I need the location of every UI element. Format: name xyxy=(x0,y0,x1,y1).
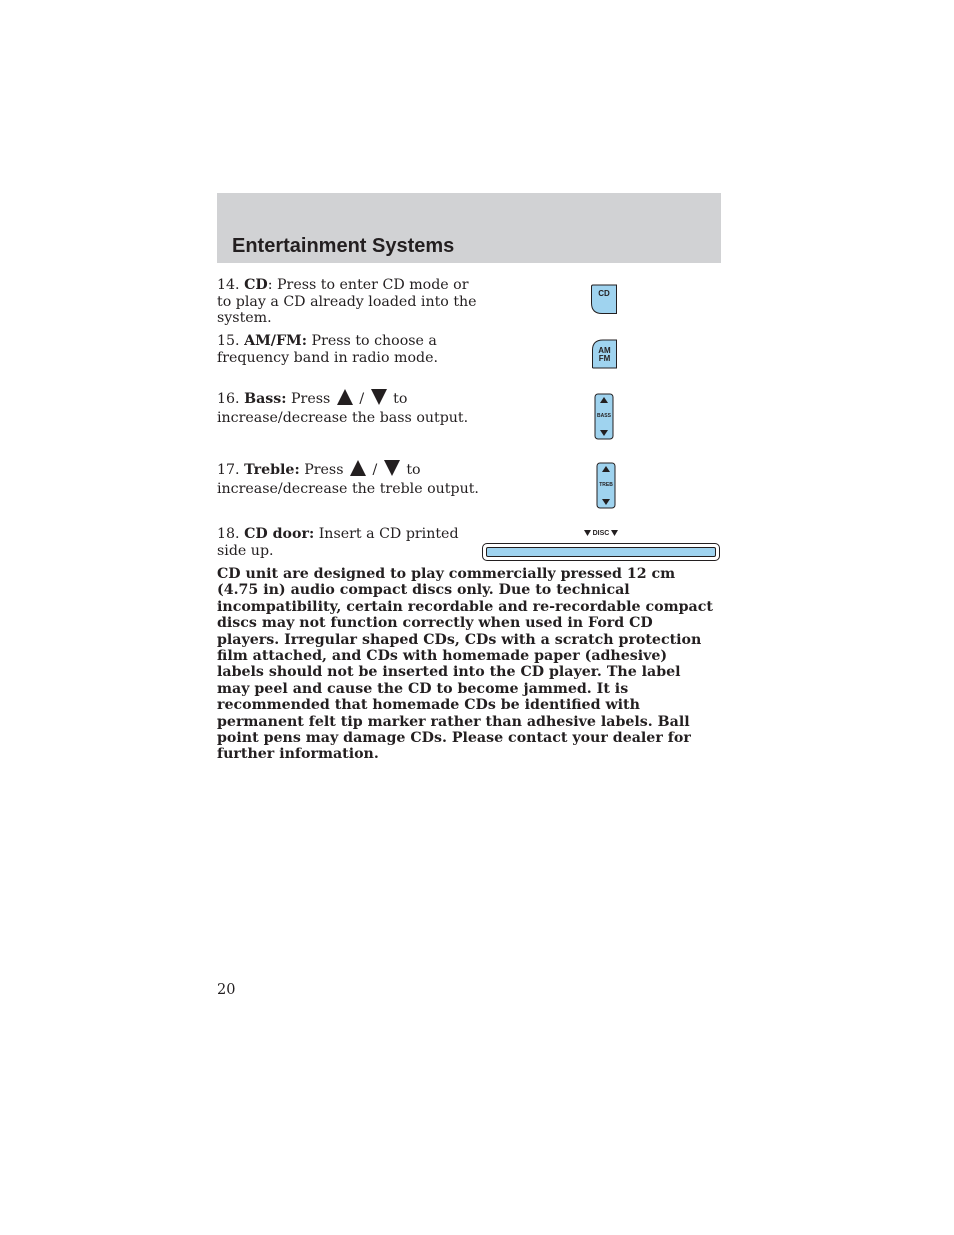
item-to-text: to xyxy=(406,462,421,478)
item-text: : Press to enter CD mode or to play a CD already loaded into the system. xyxy=(217,277,477,326)
cd-door-slot-opening xyxy=(486,547,716,557)
bass-button-icon xyxy=(594,393,614,440)
up-arrow-icon xyxy=(350,460,366,481)
item-bass xyxy=(217,389,479,426)
up-arrow-icon xyxy=(337,389,353,410)
am-fm-button-label xyxy=(591,347,618,363)
disc-label-text: DISC xyxy=(592,529,610,537)
item-cd-door xyxy=(217,526,467,559)
cd-door-slot-icon xyxy=(482,543,720,561)
item-number: 17. xyxy=(217,462,240,478)
cd-button-icon xyxy=(590,284,618,315)
item-label: CD xyxy=(244,277,268,293)
item-text: increase/decrease the bass output. xyxy=(217,409,469,426)
treble-button-label: TREB xyxy=(599,482,613,488)
item-text: increase/decrease the treble output. xyxy=(217,480,479,497)
down-arrow-icon xyxy=(384,460,400,481)
down-triangle-icon xyxy=(611,530,618,536)
am-fm-button-icon xyxy=(591,339,618,369)
item-label: Treble: xyxy=(244,462,300,478)
down-arrow-icon xyxy=(371,389,387,410)
treble-button-icon xyxy=(596,462,616,509)
cd-warning-text: CD unit are designed to play commercially pressed 12 cm (4.75 in) audio compact discs only. Due to technical incompatibility, certain recordable and re-recordable compact discs may not function correctly when used in Ford CD players. Irregular shaped CDs, CDs with a scratch protection film attached, and CDs with homemade paper (adhesive) labels should not be inserted into the CD player. The label may peel and cause the CD to become jammed. It is recommended that homemade CDs be identified with permanent felt tip marker rather than adhesive labels. Ball point pens may damage CDs. Please contact your dealer for further information. xyxy=(217,566,713,763)
item-am-fm xyxy=(217,333,479,366)
item-label: CD door: xyxy=(244,526,315,542)
item-to-text: to xyxy=(393,391,408,407)
item-treble xyxy=(217,460,479,497)
item-text: Insert a CD printed side up. xyxy=(217,526,459,559)
slash: / xyxy=(354,391,369,407)
disc-eject-label xyxy=(581,528,621,538)
item-label: AM/FM: xyxy=(244,333,308,349)
slash: / xyxy=(368,462,382,478)
bass-button-label: BASS xyxy=(597,413,611,419)
item-press-text: Press xyxy=(299,462,344,478)
item-cd xyxy=(217,277,479,327)
item-number: 16. xyxy=(217,391,240,407)
page-number: 20 xyxy=(217,982,236,998)
cd-button-label: CD xyxy=(598,289,610,298)
item-number: 14. xyxy=(217,277,240,293)
item-label: Bass: xyxy=(244,391,287,407)
item-text: Press to choose a frequency band in radio mode. xyxy=(217,333,439,366)
item-press-text: Press xyxy=(286,391,331,407)
item-number: 15. xyxy=(217,333,240,349)
fm-label: FM xyxy=(598,354,611,363)
section-header xyxy=(217,193,721,263)
section-title: Entertainment Systems xyxy=(232,235,455,257)
am-label: AM xyxy=(598,346,611,355)
item-number: 18. xyxy=(217,526,240,542)
down-triangle-icon xyxy=(584,530,591,536)
